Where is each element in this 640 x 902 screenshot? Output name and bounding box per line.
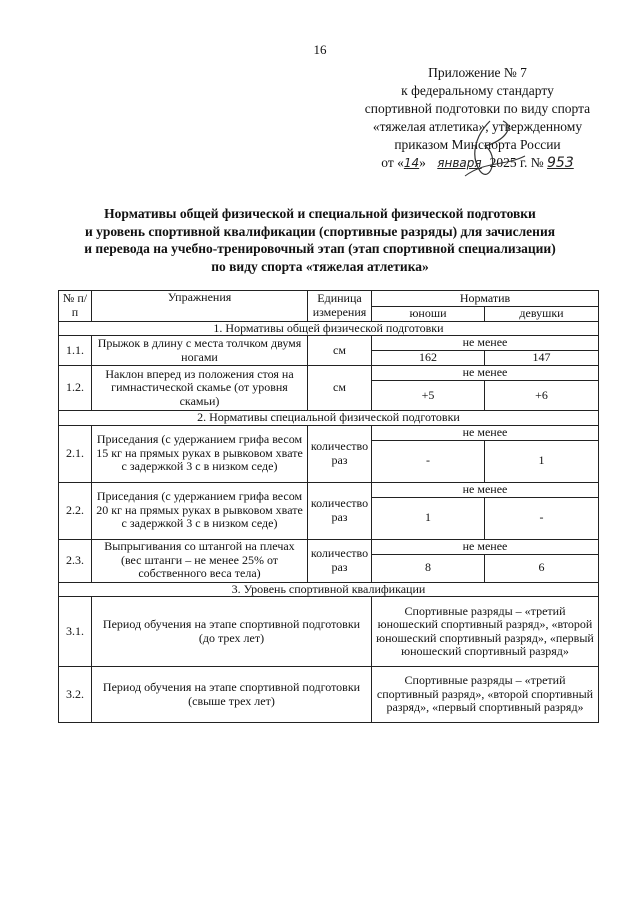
row-num: 3.2. xyxy=(59,667,92,723)
row-exercise: Период обучения на этапе спортивной подготовки (свыше трех лет) xyxy=(92,667,372,723)
row-unit: см xyxy=(308,336,372,366)
row-num: 2.2. xyxy=(59,482,92,539)
row-value-girls: 147 xyxy=(485,351,599,366)
row-condition: не менее xyxy=(372,366,599,381)
row-unit: количество раз xyxy=(308,425,372,482)
handwritten-day: 14 xyxy=(403,156,420,170)
section-heading: 1. Нормативы общей физической подготовки xyxy=(59,321,599,336)
row-exercise: Период обучения на этапе спортивной подготовки (до трех лет) xyxy=(92,597,372,667)
handwritten-month: января xyxy=(437,156,482,170)
row-value-girls: 1 xyxy=(485,440,599,482)
row-unit: количество раз xyxy=(308,482,372,539)
row-result: Спортивные разряды – «третий спортивный разряд», «второй спортивный разряд», «первый спортивный разряд» xyxy=(372,667,599,723)
title-line: по виду спорта «тяжелая атлетика» xyxy=(211,258,429,274)
title-line: и уровень спортивной квалификации (спортивные разряды) для зачисления xyxy=(84,223,556,239)
appendix-block xyxy=(345,64,610,172)
appendix-line: Приложение № 7 xyxy=(428,65,527,80)
row-result: Спортивные разряды – «третий юношеский спортивный разряд», «второй юношеский спортивный разряд», «первый юношеский спортивный разряд» xyxy=(372,597,599,667)
header-num: № п/п xyxy=(59,291,92,322)
row-value-boys: 162 xyxy=(372,351,485,366)
row-num: 1.2. xyxy=(59,366,92,411)
appendix-line: приказом Минспорта России xyxy=(394,137,561,152)
row-exercise: Приседания (с удержанием грифа весом 20 кг на прямых руках в рывковом хвате с задержкой 3 с в низком седе) xyxy=(92,482,308,539)
row-num: 1.1. xyxy=(59,336,92,366)
header-exercise: Упражнения xyxy=(92,291,308,322)
handwritten-order-number: 953 xyxy=(547,155,574,171)
title-line: и перевода на учебно-тренировочный этап (этап спортивной специализации) xyxy=(84,241,556,256)
row-exercise: Приседания (с удержанием грифа весом 15 кг на прямых руках в рывковом хвате с задержкой 3 с в низком седе) xyxy=(92,425,308,482)
row-value-girls: 6 xyxy=(485,554,599,582)
row-value-boys: - xyxy=(372,440,485,482)
row-exercise: Прыжок в длину с места толчком двумя ногами xyxy=(92,336,308,366)
document-title xyxy=(40,205,600,275)
section-heading: 2. Нормативы специальной физической подготовки xyxy=(59,411,599,426)
signature-scribble xyxy=(445,116,535,186)
row-num: 3.1. xyxy=(59,597,92,667)
date-year: 2025 г. № xyxy=(489,155,544,170)
row-condition: не менее xyxy=(372,336,599,351)
section-heading: 3. Уровень спортивной квалификации xyxy=(59,582,599,597)
row-value-boys: 8 xyxy=(372,554,485,582)
appendix-line: спортивной подготовки по виду спорта xyxy=(364,101,591,116)
header-boys: юноши xyxy=(372,307,485,322)
header-girls: девушки xyxy=(485,307,599,322)
norms-table xyxy=(58,290,599,723)
date-mid: » xyxy=(419,155,426,170)
page-number: 16 xyxy=(313,42,327,57)
header-unit: Единица измерения xyxy=(308,291,372,322)
row-value-girls: - xyxy=(485,497,599,539)
date-prefix: от « xyxy=(381,155,404,170)
row-value-girls: +6 xyxy=(485,381,599,411)
row-exercise: Наклон вперед из положения стоя на гимнастической скамье (от уровня скамьи) xyxy=(92,366,308,411)
row-unit: количество раз xyxy=(308,539,372,582)
row-num: 2.3. xyxy=(59,539,92,582)
row-value-boys: 1 xyxy=(372,497,485,539)
row-condition: не менее xyxy=(372,482,599,497)
row-unit: см xyxy=(308,366,372,411)
header-norm: Норматив xyxy=(372,291,599,307)
appendix-line: «тяжелая атлетика», утвержденному xyxy=(372,119,583,134)
row-num: 2.1. xyxy=(59,425,92,482)
appendix-line: к федеральному стандарту xyxy=(401,83,554,98)
title-line: Нормативы общей физической и специальной физической подготовки xyxy=(104,206,536,221)
row-value-boys: +5 xyxy=(372,381,485,411)
row-condition: не менее xyxy=(372,425,599,440)
order-date-line xyxy=(345,154,610,172)
row-exercise: Выпрыгивания со штангой на плечах (вес штанги – не менее 25% от собственного веса тела) xyxy=(92,539,308,582)
row-condition: не менее xyxy=(372,539,599,554)
